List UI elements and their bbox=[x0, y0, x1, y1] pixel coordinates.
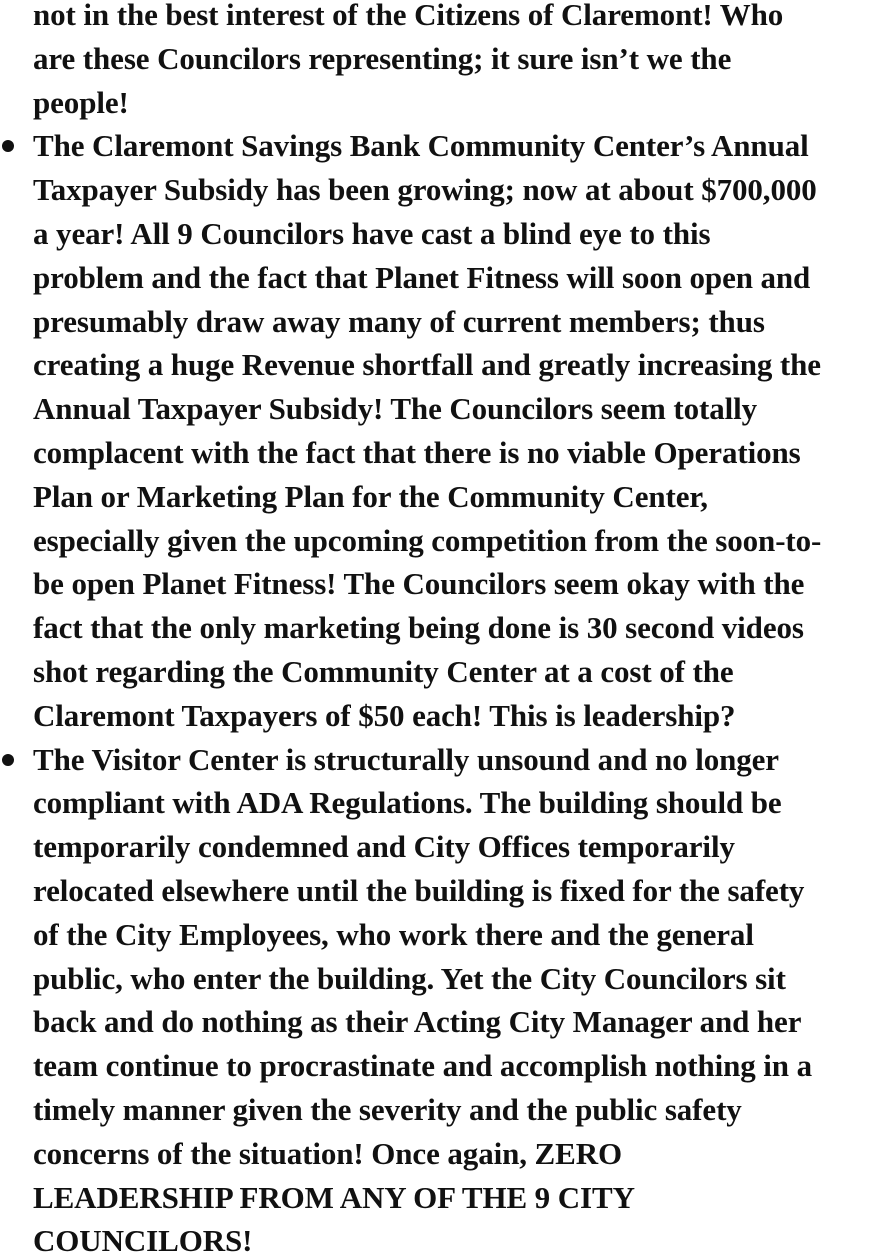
text-line: public, who enter the building. Yet the City Councilors sit bbox=[33, 960, 786, 996]
text-line: relocated elsewhere until the building is fixed for the safety bbox=[33, 872, 805, 908]
text-line: temporarily condemned and City Offices temporarily bbox=[33, 829, 735, 865]
text-line: concerns of the situation! Once again, ZERO bbox=[33, 1135, 622, 1171]
text-line: COUNCILORS! bbox=[33, 1223, 253, 1253]
text-line: be open Planet Fitness! The Councilors seem okay with the bbox=[33, 566, 805, 602]
text-line: Annual Taxpayer Subsidy! The Councilors seem totally bbox=[33, 391, 758, 427]
continuation-paragraph bbox=[33, 0, 880, 124]
text-line: creating a huge Revenue shortfall and greatly increasing the bbox=[33, 347, 821, 383]
text-line: The Claremont Savings Bank Community Center’s Annual bbox=[33, 128, 809, 164]
text-line: shot regarding the Community Center at a cost of the bbox=[33, 653, 734, 689]
text-line: Taxpayer Subsidy has been growing; now at about $700,000 bbox=[33, 172, 817, 208]
text-line: are these Councilors representing; it sure isn’t we the bbox=[33, 40, 732, 76]
text-line: team continue to procrastinate and accomplish nothing in a bbox=[33, 1048, 812, 1084]
text-line: fact that the only marketing being done is 30 second videos bbox=[33, 610, 804, 646]
text-line: especially given the upcoming competition from the soon-to- bbox=[33, 522, 822, 558]
bullet-dot-icon bbox=[2, 754, 14, 766]
text-line: presumably draw away many of current members; thus bbox=[33, 303, 765, 339]
text-line: Claremont Taxpayers of $50 each! This is leadership? bbox=[33, 697, 736, 733]
text-line: LEADERSHIP FROM ANY OF THE 9 CITY bbox=[33, 1179, 635, 1215]
text-line: a year! All 9 Councilors have cast a blind eye to this bbox=[33, 215, 711, 251]
text-line: compliant with ADA Regulations. The building should be bbox=[33, 785, 782, 821]
text-line: not in the best interest of the Citizens of Claremont! Who bbox=[33, 0, 784, 32]
bullet-item-visitor-center bbox=[33, 738, 880, 1253]
text-line: back and do nothing as their Acting City Manager and her bbox=[33, 1004, 802, 1040]
text-line: problem and the fact that Planet Fitness will soon open and bbox=[33, 259, 811, 295]
text-line: Plan or Marketing Plan for the Community Center, bbox=[33, 478, 708, 514]
bullet-item-community-center bbox=[33, 124, 880, 737]
text-line: timely manner given the severity and the public safety bbox=[33, 1091, 742, 1127]
text-line: people! bbox=[33, 84, 129, 120]
text-line: complacent with the fact that there is no viable Operations bbox=[33, 434, 801, 470]
text-line: of the City Employees, who work there and the general bbox=[33, 916, 754, 952]
text-line: The Visitor Center is structurally unsound and no longer bbox=[33, 741, 779, 777]
bullet-dot-icon bbox=[2, 140, 14, 152]
